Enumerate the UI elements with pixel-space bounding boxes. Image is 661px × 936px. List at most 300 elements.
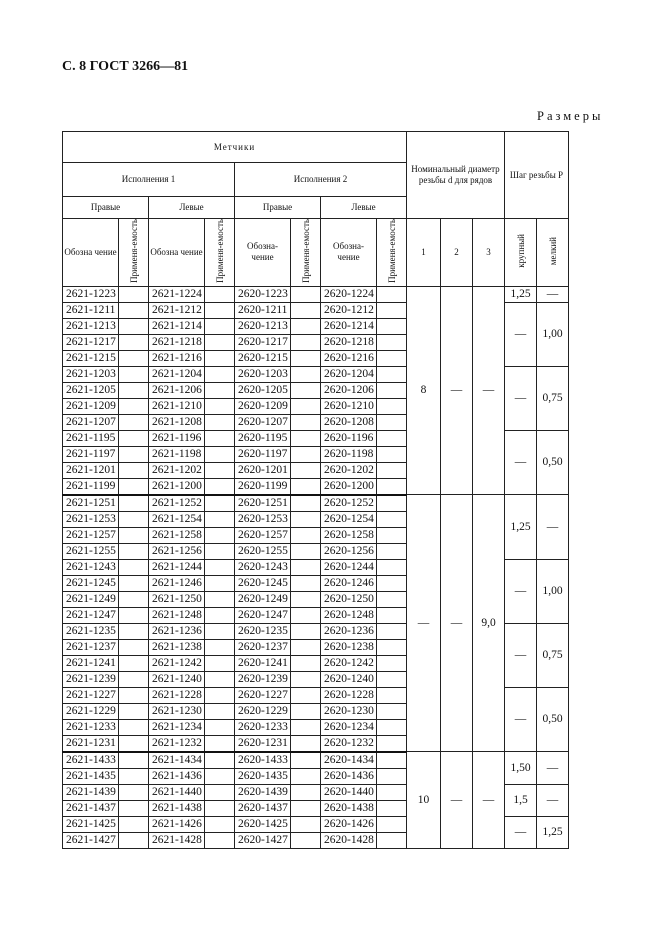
designation-cell: 2620-1238 bbox=[321, 639, 377, 655]
designation-cell: 2620-1198 bbox=[321, 446, 377, 462]
applicability-cell bbox=[119, 832, 149, 848]
designation-cell: 2620-1235 bbox=[235, 623, 291, 639]
designation-cell: 2620-1228 bbox=[321, 687, 377, 703]
coarse-pitch-cell: — bbox=[505, 816, 537, 848]
designation-cell: 2620-1433 bbox=[235, 752, 291, 769]
designation-cell: 2621-1435 bbox=[63, 768, 119, 784]
table-row bbox=[63, 302, 592, 318]
designation-cell: 2620-1200 bbox=[321, 478, 377, 495]
designation-cell: 2621-1208 bbox=[149, 414, 205, 430]
dimensions-label: Размеры bbox=[537, 109, 604, 123]
page-header: С. 8 ГОСТ 3266—81 bbox=[62, 59, 189, 74]
designation-cell: 2621-1245 bbox=[63, 575, 119, 591]
applicability-cell bbox=[291, 768, 321, 784]
designation-cell: 2621-1235 bbox=[63, 623, 119, 639]
designation-cell: 2620-1230 bbox=[321, 703, 377, 719]
fine-pitch-cell: 1,25 bbox=[537, 816, 569, 848]
applicability-cell bbox=[291, 286, 321, 302]
designation-cell: 2620-1197 bbox=[235, 446, 291, 462]
designation-cell: 2620-1236 bbox=[321, 623, 377, 639]
designation-cell: 2620-1255 bbox=[235, 543, 291, 559]
designation-cell: 2621-1242 bbox=[149, 655, 205, 671]
applicability-cell bbox=[205, 511, 235, 527]
designation-cell: 2620-1206 bbox=[321, 382, 377, 398]
applicability-cell bbox=[377, 671, 407, 687]
applicability-cell bbox=[377, 784, 407, 800]
designation-cell: 2621-1223 bbox=[63, 286, 119, 302]
designation-cell: 2621-1200 bbox=[149, 478, 205, 495]
applicability-cell bbox=[205, 832, 235, 848]
designation-cell: 2620-1257 bbox=[235, 527, 291, 543]
designation-cell: 2620-1437 bbox=[235, 800, 291, 816]
applicability-cell bbox=[377, 366, 407, 382]
applicability-cell bbox=[205, 735, 235, 752]
applicability-cell bbox=[377, 816, 407, 832]
designation-cell: 2621-1214 bbox=[149, 318, 205, 334]
applicability-cell bbox=[205, 350, 235, 366]
designation-cell: 2621-1248 bbox=[149, 607, 205, 623]
applicability-cell bbox=[205, 495, 235, 512]
applicability-cell bbox=[291, 591, 321, 607]
coarse-pitch-cell: 1,5 bbox=[505, 784, 537, 816]
designation-cell: 2620-1247 bbox=[235, 607, 291, 623]
designation-cell: 2620-1240 bbox=[321, 671, 377, 687]
designation-cell: 2621-1234 bbox=[149, 719, 205, 735]
fine-pitch-cell: — bbox=[537, 495, 569, 560]
table-body bbox=[63, 286, 592, 848]
designation-cell: 2620-1199 bbox=[235, 478, 291, 495]
designation-cell: 2620-1195 bbox=[235, 430, 291, 446]
designation-cell: 2621-1202 bbox=[149, 462, 205, 478]
designation-cell: 2620-1210 bbox=[321, 398, 377, 414]
diameter-d1-cell: 10 bbox=[407, 752, 441, 849]
applicability-cell bbox=[291, 575, 321, 591]
header-applicability-2: Применя-емость bbox=[205, 219, 235, 287]
designation-cell: 2620-1254 bbox=[321, 511, 377, 527]
designation-cell: 2621-1257 bbox=[63, 527, 119, 543]
designation-cell: 2620-1202 bbox=[321, 462, 377, 478]
designation-cell: 2621-1238 bbox=[149, 639, 205, 655]
header-designation-3: Обозна- чение bbox=[235, 219, 291, 287]
applicability-cell bbox=[291, 462, 321, 478]
applicability-cell bbox=[377, 543, 407, 559]
applicability-cell bbox=[205, 302, 235, 318]
designation-cell: 2620-1212 bbox=[321, 302, 377, 318]
designation-cell: 2621-1197 bbox=[63, 446, 119, 462]
designation-cell: 2620-1215 bbox=[235, 350, 291, 366]
applicability-cell bbox=[119, 687, 149, 703]
applicability-cell bbox=[119, 286, 149, 302]
applicability-cell bbox=[119, 398, 149, 414]
designation-cell: 2620-1204 bbox=[321, 366, 377, 382]
header-ispolnenie-2: Исполнения 2 bbox=[235, 163, 407, 197]
applicability-cell bbox=[205, 430, 235, 446]
coarse-pitch-cell: — bbox=[505, 366, 537, 430]
diameter-d2-cell: — bbox=[441, 286, 473, 495]
table-row bbox=[63, 559, 592, 575]
designation-cell: 2621-1231 bbox=[63, 735, 119, 752]
designation-cell: 2620-1242 bbox=[321, 655, 377, 671]
applicability-cell bbox=[377, 478, 407, 495]
applicability-cell bbox=[205, 687, 235, 703]
designation-cell: 2620-1253 bbox=[235, 511, 291, 527]
designation-cell: 2620-1218 bbox=[321, 334, 377, 350]
applicability-cell bbox=[377, 495, 407, 512]
applicability-cell bbox=[119, 446, 149, 462]
applicability-cell bbox=[291, 735, 321, 752]
applicability-cell bbox=[377, 800, 407, 816]
coarse-pitch-cell: — bbox=[505, 559, 537, 623]
designation-cell: 2620-1209 bbox=[235, 398, 291, 414]
header-pitch: Шаг резьбы P bbox=[505, 132, 569, 219]
coarse-pitch-cell: — bbox=[505, 687, 537, 752]
applicability-cell bbox=[291, 719, 321, 735]
applicability-cell bbox=[119, 575, 149, 591]
applicability-cell bbox=[205, 623, 235, 639]
applicability-cell bbox=[205, 462, 235, 478]
diameter-d3-cell: 9,0 bbox=[473, 495, 505, 752]
designation-cell: 2621-1428 bbox=[149, 832, 205, 848]
designation-cell: 2621-1230 bbox=[149, 703, 205, 719]
coarse-pitch-cell: — bbox=[505, 302, 537, 366]
applicability-cell bbox=[205, 334, 235, 350]
applicability-cell bbox=[291, 816, 321, 832]
applicability-cell bbox=[205, 784, 235, 800]
header-designation-1: Обозна чение bbox=[63, 219, 119, 287]
applicability-cell bbox=[119, 623, 149, 639]
designation-cell: 2621-1209 bbox=[63, 398, 119, 414]
designation-cell: 2620-1258 bbox=[321, 527, 377, 543]
header-coarse: крупный bbox=[505, 219, 537, 287]
designation-cell: 2620-1232 bbox=[321, 735, 377, 752]
applicability-cell bbox=[291, 398, 321, 414]
applicability-cell bbox=[119, 607, 149, 623]
applicability-cell bbox=[377, 623, 407, 639]
applicability-cell bbox=[205, 655, 235, 671]
applicability-cell bbox=[119, 318, 149, 334]
designation-cell: 2620-1229 bbox=[235, 703, 291, 719]
applicability-cell bbox=[205, 398, 235, 414]
fine-pitch-cell: 0,50 bbox=[537, 687, 569, 752]
designation-cell: 2621-1241 bbox=[63, 655, 119, 671]
applicability-cell bbox=[291, 511, 321, 527]
designation-cell: 2621-1207 bbox=[63, 414, 119, 430]
diameter-d1-cell: — bbox=[407, 495, 441, 752]
applicability-cell bbox=[119, 302, 149, 318]
designation-cell: 2620-1214 bbox=[321, 318, 377, 334]
designation-cell: 2621-1243 bbox=[63, 559, 119, 575]
applicability-cell bbox=[377, 446, 407, 462]
applicability-cell bbox=[119, 527, 149, 543]
designation-cell: 2620-1211 bbox=[235, 302, 291, 318]
header-metchiki: Метчики bbox=[63, 132, 407, 163]
applicability-cell bbox=[205, 752, 235, 769]
table-row bbox=[63, 495, 592, 512]
header-applicability-1: Применя-емость bbox=[119, 219, 149, 287]
applicability-cell bbox=[205, 478, 235, 495]
applicability-cell bbox=[205, 543, 235, 559]
designation-cell: 2621-1199 bbox=[63, 478, 119, 495]
designation-cell: 2621-1198 bbox=[149, 446, 205, 462]
coarse-pitch-cell: 1,25 bbox=[505, 286, 537, 302]
designation-cell: 2620-1227 bbox=[235, 687, 291, 703]
table-row bbox=[63, 430, 592, 446]
designation-cell: 2620-1246 bbox=[321, 575, 377, 591]
designation-cell: 2621-1247 bbox=[63, 607, 119, 623]
applicability-cell bbox=[377, 382, 407, 398]
applicability-cell bbox=[205, 575, 235, 591]
applicability-cell bbox=[291, 495, 321, 512]
applicability-cell bbox=[205, 446, 235, 462]
applicability-cell bbox=[119, 382, 149, 398]
designation-cell: 2620-1196 bbox=[321, 430, 377, 446]
applicability-cell bbox=[119, 334, 149, 350]
applicability-cell bbox=[291, 478, 321, 495]
applicability-cell bbox=[119, 543, 149, 559]
applicability-cell bbox=[205, 382, 235, 398]
designation-cell: 2621-1228 bbox=[149, 687, 205, 703]
designation-cell: 2620-1207 bbox=[235, 414, 291, 430]
applicability-cell bbox=[291, 559, 321, 575]
designation-cell: 2620-1256 bbox=[321, 543, 377, 559]
designation-cell: 2621-1250 bbox=[149, 591, 205, 607]
applicability-cell bbox=[205, 800, 235, 816]
fine-pitch-cell: 1,00 bbox=[537, 559, 569, 623]
designation-cell: 2621-1213 bbox=[63, 318, 119, 334]
designation-cell: 2621-1425 bbox=[63, 816, 119, 832]
header-designation-2: Обозна чение bbox=[149, 219, 205, 287]
designation-cell: 2620-1434 bbox=[321, 752, 377, 769]
applicability-cell bbox=[377, 511, 407, 527]
applicability-cell bbox=[119, 768, 149, 784]
taps-table bbox=[62, 131, 592, 849]
applicability-cell bbox=[377, 414, 407, 430]
fine-pitch-cell: 0,75 bbox=[537, 366, 569, 430]
applicability-cell bbox=[291, 784, 321, 800]
designation-cell: 2620-1239 bbox=[235, 671, 291, 687]
designation-cell: 2621-1433 bbox=[63, 752, 119, 769]
designation-cell: 2620-1248 bbox=[321, 607, 377, 623]
applicability-cell bbox=[291, 366, 321, 382]
applicability-cell bbox=[291, 430, 321, 446]
designation-cell: 2620-1251 bbox=[235, 495, 291, 512]
applicability-cell bbox=[119, 752, 149, 769]
applicability-cell bbox=[291, 350, 321, 366]
empty-column bbox=[569, 132, 592, 287]
designation-cell: 2621-1438 bbox=[149, 800, 205, 816]
header-applicability-4: Применя-емость bbox=[377, 219, 407, 287]
designation-cell: 2620-1245 bbox=[235, 575, 291, 591]
applicability-cell bbox=[119, 671, 149, 687]
designation-cell: 2620-1233 bbox=[235, 719, 291, 735]
designation-cell: 2621-1206 bbox=[149, 382, 205, 398]
applicability-cell bbox=[377, 655, 407, 671]
header-ispolnenie-1: Исполнения 1 bbox=[63, 163, 235, 197]
applicability-cell bbox=[377, 687, 407, 703]
designation-cell: 2621-1212 bbox=[149, 302, 205, 318]
diameter-d3-cell: — bbox=[473, 286, 505, 495]
applicability-cell bbox=[291, 655, 321, 671]
applicability-cell bbox=[377, 334, 407, 350]
designation-cell: 2620-1203 bbox=[235, 366, 291, 382]
applicability-cell bbox=[119, 478, 149, 495]
designation-cell: 2620-1201 bbox=[235, 462, 291, 478]
applicability-cell bbox=[291, 623, 321, 639]
designation-cell: 2620-1217 bbox=[235, 334, 291, 350]
designation-cell: 2620-1205 bbox=[235, 382, 291, 398]
designation-cell: 2620-1237 bbox=[235, 639, 291, 655]
applicability-cell bbox=[377, 318, 407, 334]
designation-cell: 2620-1241 bbox=[235, 655, 291, 671]
applicability-cell bbox=[119, 350, 149, 366]
applicability-cell bbox=[291, 703, 321, 719]
applicability-cell bbox=[119, 366, 149, 382]
applicability-cell bbox=[205, 318, 235, 334]
header-left-1: Левые bbox=[149, 197, 235, 219]
applicability-cell bbox=[119, 800, 149, 816]
designation-cell: 2620-1252 bbox=[321, 495, 377, 512]
table-row bbox=[63, 784, 592, 800]
applicability-cell bbox=[119, 816, 149, 832]
designation-cell: 2621-1256 bbox=[149, 543, 205, 559]
header-designation-4: Обозна- чение bbox=[321, 219, 377, 287]
applicability-cell bbox=[291, 302, 321, 318]
applicability-cell bbox=[377, 559, 407, 575]
header-nominal-diameter: Номинальный диаметр резьбы d для рядов bbox=[407, 132, 505, 219]
designation-cell: 2620-1249 bbox=[235, 591, 291, 607]
applicability-cell bbox=[205, 719, 235, 735]
designation-cell: 2621-1427 bbox=[63, 832, 119, 848]
designation-cell: 2621-1218 bbox=[149, 334, 205, 350]
coarse-pitch-cell: 1,50 bbox=[505, 752, 537, 785]
table-row bbox=[63, 623, 592, 639]
applicability-cell bbox=[291, 687, 321, 703]
designation-cell: 2621-1258 bbox=[149, 527, 205, 543]
applicability-cell bbox=[377, 735, 407, 752]
table-row bbox=[63, 687, 592, 703]
designation-cell: 2621-1249 bbox=[63, 591, 119, 607]
header-applicability-3: Применя-емость bbox=[291, 219, 321, 287]
designation-cell: 2620-1244 bbox=[321, 559, 377, 575]
designation-cell: 2621-1426 bbox=[149, 816, 205, 832]
designation-cell: 2620-1231 bbox=[235, 735, 291, 752]
applicability-cell bbox=[377, 575, 407, 591]
applicability-cell bbox=[205, 671, 235, 687]
applicability-cell bbox=[205, 286, 235, 302]
designation-cell: 2621-1434 bbox=[149, 752, 205, 769]
applicability-cell bbox=[119, 414, 149, 430]
applicability-cell bbox=[205, 607, 235, 623]
designation-cell: 2620-1223 bbox=[235, 286, 291, 302]
header-right-1: Правые bbox=[63, 197, 149, 219]
table-row bbox=[63, 366, 592, 382]
designation-cell: 2620-1425 bbox=[235, 816, 291, 832]
applicability-cell bbox=[377, 752, 407, 769]
designation-cell: 2621-1196 bbox=[149, 430, 205, 446]
applicability-cell bbox=[291, 382, 321, 398]
coarse-pitch-cell: — bbox=[505, 430, 537, 495]
applicability-cell bbox=[119, 591, 149, 607]
applicability-cell bbox=[291, 752, 321, 769]
designation-cell: 2620-1234 bbox=[321, 719, 377, 735]
designation-cell: 2620-1440 bbox=[321, 784, 377, 800]
designation-cell: 2621-1232 bbox=[149, 735, 205, 752]
designation-cell: 2621-1201 bbox=[63, 462, 119, 478]
applicability-cell bbox=[205, 816, 235, 832]
applicability-cell bbox=[377, 302, 407, 318]
applicability-cell bbox=[377, 591, 407, 607]
applicability-cell bbox=[377, 350, 407, 366]
header-fine: мелкий bbox=[537, 219, 569, 287]
designation-cell: 2621-1251 bbox=[63, 495, 119, 512]
applicability-cell bbox=[291, 639, 321, 655]
designation-cell: 2621-1227 bbox=[63, 687, 119, 703]
applicability-cell bbox=[119, 719, 149, 735]
designation-cell: 2621-1236 bbox=[149, 623, 205, 639]
fine-pitch-cell: 1,00 bbox=[537, 302, 569, 366]
applicability-cell bbox=[205, 559, 235, 575]
applicability-cell bbox=[119, 495, 149, 512]
designation-cell: 2620-1213 bbox=[235, 318, 291, 334]
fine-pitch-cell: 0,50 bbox=[537, 430, 569, 495]
header-left-2: Левые bbox=[321, 197, 407, 219]
designation-cell: 2621-1246 bbox=[149, 575, 205, 591]
designation-cell: 2621-1203 bbox=[63, 366, 119, 382]
header-row-3: 3 bbox=[473, 219, 505, 287]
designation-cell: 2621-1440 bbox=[149, 784, 205, 800]
fine-pitch-cell: — bbox=[537, 752, 569, 785]
designation-cell: 2621-1229 bbox=[63, 703, 119, 719]
header-row-1: 1 bbox=[407, 219, 441, 287]
designation-cell: 2620-1439 bbox=[235, 784, 291, 800]
designation-cell: 2621-1204 bbox=[149, 366, 205, 382]
applicability-cell bbox=[377, 462, 407, 478]
applicability-cell bbox=[205, 591, 235, 607]
applicability-cell bbox=[119, 784, 149, 800]
applicability-cell bbox=[291, 671, 321, 687]
header-row-2: 2 bbox=[441, 219, 473, 287]
applicability-cell bbox=[205, 527, 235, 543]
applicability-cell bbox=[291, 446, 321, 462]
applicability-cell bbox=[377, 768, 407, 784]
applicability-cell bbox=[291, 800, 321, 816]
applicability-cell bbox=[377, 639, 407, 655]
diameter-d3-cell: — bbox=[473, 752, 505, 849]
designation-cell: 2621-1439 bbox=[63, 784, 119, 800]
designation-cell: 2620-1427 bbox=[235, 832, 291, 848]
designation-cell: 2620-1216 bbox=[321, 350, 377, 366]
applicability-cell bbox=[119, 639, 149, 655]
applicability-cell bbox=[377, 832, 407, 848]
designation-cell: 2621-1216 bbox=[149, 350, 205, 366]
applicability-cell bbox=[205, 639, 235, 655]
applicability-cell bbox=[205, 768, 235, 784]
applicability-cell bbox=[205, 703, 235, 719]
table-row bbox=[63, 752, 592, 769]
designation-cell: 2621-1217 bbox=[63, 334, 119, 350]
designation-cell: 2620-1208 bbox=[321, 414, 377, 430]
applicability-cell bbox=[377, 398, 407, 414]
designation-cell: 2621-1255 bbox=[63, 543, 119, 559]
designation-cell: 2621-1436 bbox=[149, 768, 205, 784]
applicability-cell bbox=[291, 334, 321, 350]
designation-cell: 2621-1254 bbox=[149, 511, 205, 527]
fine-pitch-cell: — bbox=[537, 286, 569, 302]
fine-pitch-cell: 0,75 bbox=[537, 623, 569, 687]
applicability-cell bbox=[377, 607, 407, 623]
fine-pitch-cell: — bbox=[537, 784, 569, 816]
designation-cell: 2621-1233 bbox=[63, 719, 119, 735]
